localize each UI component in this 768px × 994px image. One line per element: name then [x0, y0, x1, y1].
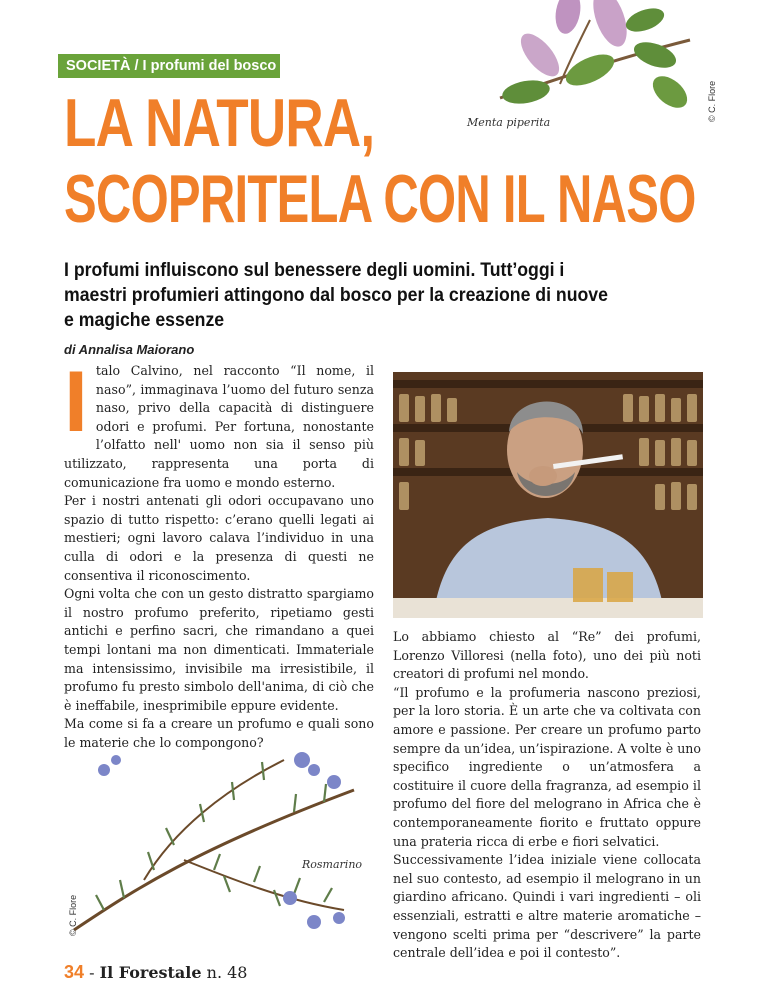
- magazine-name: Il Forestale: [99, 963, 202, 982]
- page-footer: [64, 962, 247, 983]
- left-paragraph-3: Ogni volta che con un gesto distratto spargiamo il nostro profumo preferito, ripetiamo gesti antichi e perfino sacri, che rimandano a quei tempi lontani ma non dimenticati. Immateriale ma intensissimo, invisibile ma irresistibile, il profumo fu presto simbolo dell'anima, di ciò che è ineffabile, inesprimibile eppure evidente.: [64, 586, 374, 713]
- mint-photo-credit: © C. Flore: [707, 80, 717, 122]
- drop-cap: I: [64, 354, 88, 450]
- headline-line-1: LA NATURA,: [64, 85, 375, 161]
- right-paragraph-3: Successivamente l’idea iniziale viene collocata nel suo contesto, ad esempio il melograno in un giardino africano. Quindi i vari ingredienti – oli essenziali, estratti e altre materie aromatiche – vengono scelti prima per “descrivere” la parte centrale dell’idea e poi il contesto”.: [393, 852, 701, 961]
- right-paragraph-1: Lo abbiamo chiesto al “Re” dei profumi, Lorenzo Villoresi (nella foto), uno dei più noti creatori di profumi nel mondo.: [393, 629, 701, 682]
- mint-caption: Menta piperita: [467, 116, 551, 129]
- right-paragraph-2: “Il profumo e la profumeria nascono preziosi, per la loro storia. È un arte che va coltivata con amore e passione. Per creare un profumo parto sempre da un’idea, un’ispirazione. A volte è uno specifico ingrediente o un’atmosfera a costituire il cuore della fragranza, ad esempio il profumo del fiore del melograno in Africa che è contemporaneamente fiorito e fruttato oppure una prateria ricca di erbe e fiori selvatici.: [393, 684, 701, 849]
- perfumer-photo: [393, 372, 703, 618]
- issue-number: n. 48: [206, 963, 248, 982]
- footer-separator: -: [89, 963, 95, 982]
- rosemary-illustration: [64, 730, 364, 955]
- section-label: SOCIETÀ / I profumi del bosco: [58, 54, 280, 78]
- left-paragraph-2: Per i nostri antenati gli odori occupavano uno spazio di tutto rispetto: c’erano quelli legati ai mestieri; ogni lavoro calava l’individuo in una culla di odori e la presenza di questi ne consentiva il riconoscimento.: [64, 493, 374, 583]
- right-column: [393, 628, 701, 963]
- left-paragraph-1: talo Calvino, nel racconto “Il nome, il naso”, immaginava l’uomo del futuro senza naso, privo della capacità di distinguere odori e profumi. Per fortuna, nonostante l’olfatto nell' uomo non sia il senso più utilizzato, rappresenta una porta di comunicazione fra uomo e mondo esterno.: [64, 363, 374, 490]
- mint-illustration: [440, 0, 700, 125]
- standfirst: I profumi influiscono sul benessere degli uomini. Tutt’oggi i maestri profumieri attingono dal bosco per la creazione di nuove e magiche essenze: [64, 260, 608, 331]
- headline-line-2: SCOPRITELA CON IL NASO: [64, 161, 696, 237]
- rosemary-photo-credit: © C. Flore: [68, 894, 78, 936]
- left-column: [64, 354, 374, 752]
- left-paragraph-4: Ma come si fa a creare un profumo e quali sono le materie che lo compongono?: [64, 716, 374, 750]
- rosemary-caption: Rosmarino: [302, 858, 363, 871]
- page-number: 34: [64, 962, 85, 982]
- byline: di Annalisa Maiorano: [64, 342, 195, 357]
